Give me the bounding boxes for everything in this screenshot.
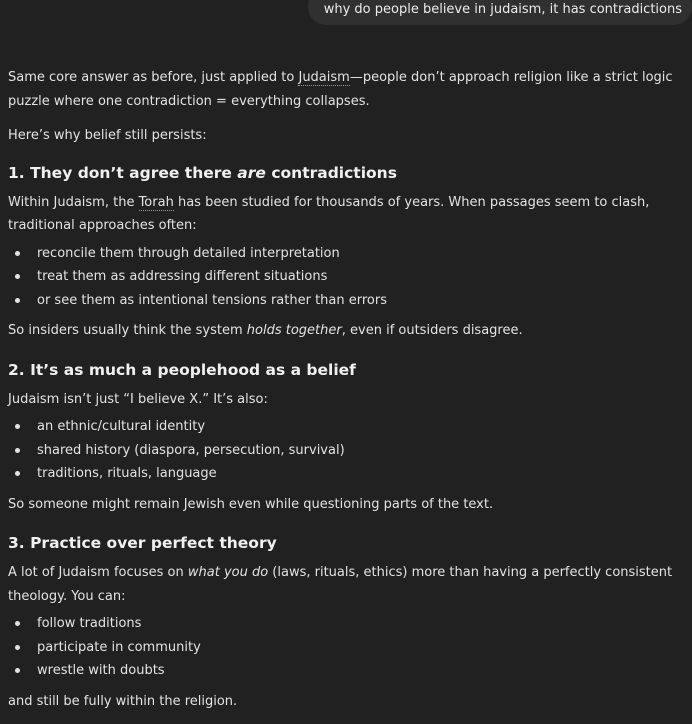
bullet-icon [15, 471, 20, 476]
list-item [8, 612, 690, 636]
list-item-text: or see them as intentional tensions rather than errors [37, 292, 387, 308]
bullet-icon [15, 668, 20, 673]
bullet-icon [15, 645, 20, 650]
section-1-para-end: has been studied for thousands of years. When passages seem to clash, traditional approaches often: [8, 194, 650, 233]
section-1-paragraph [8, 191, 690, 238]
bullet-icon [15, 274, 20, 279]
section-3-heading: 3. Practice over perfect theory [8, 534, 277, 552]
judaism-link[interactable]: Judaism [298, 70, 350, 85]
section-2-list [8, 415, 690, 486]
list-item-text: an ethnic/cultural identity [37, 419, 206, 434]
list-item [8, 242, 690, 266]
list-item [8, 659, 690, 683]
torah-link[interactable]: Torah [138, 194, 174, 210]
list-item-text: follow traditions [37, 616, 142, 631]
section-1-heading-end: contradictions [265, 163, 397, 182]
section-1-conclusion-emphasis: holds together [246, 323, 342, 338]
section-2-conclusion: So someone might remain Jewish even while questioning parts of the text. [8, 496, 494, 512]
section-1-para-start: Within Judaism, the [8, 194, 139, 210]
list-item-text: traditions, rituals, language [37, 466, 217, 481]
section-2-paragraph: Judaism isn’t just “I believe X.” It’s also: [8, 391, 268, 407]
list-item-text: reconcile them through detailed interpretation [37, 245, 340, 261]
section-1-heading [8, 162, 690, 184]
bullet-icon [15, 251, 20, 256]
list-item-text: treat them as addressing different situations [37, 269, 328, 284]
list-item [8, 289, 690, 313]
bullet-icon [15, 621, 20, 626]
section-1-heading-emphasis: are [237, 163, 266, 182]
assistant-reply [8, 66, 690, 713]
bullet-icon [15, 448, 20, 453]
user-message-text: why do people believe in judaism, it has contradictions [323, 2, 682, 17]
section-3-para-start: A lot of Judaism focuses on [8, 565, 188, 580]
section-1-conclusion-end: , even if outsiders disagree. [341, 323, 523, 338]
section-1-heading-start: 1. They don’t agree there [8, 163, 238, 182]
intro-text-end: —people don’t approach religion like a strict logic puzzle where one contradiction = everything collapses. [8, 70, 673, 109]
section-1-list [8, 242, 690, 313]
why-paragraph: Here’s why belief still persists: [8, 128, 207, 143]
bullet-icon [15, 298, 20, 303]
section-3-paragraph [8, 561, 690, 608]
section-1-conclusion [8, 319, 690, 343]
section-3-para-end: (laws, rituals, ethics) more than having a perfectly consistent theology. You can: [8, 565, 673, 604]
intro-text-start: Same core answer as before, just applied to [8, 70, 299, 85]
section-3-conclusion: and still be fully within the religion. [8, 693, 238, 709]
section-2-heading: 2. It’s as much a peoplehood as a belief [8, 360, 356, 379]
list-item-text: shared history (diaspora, persecution, survival) [37, 442, 345, 458]
user-message-bubble [308, 0, 692, 25]
section-1-conclusion-start: So insiders usually think the system [8, 323, 247, 338]
list-item [8, 462, 690, 486]
list-item [8, 415, 690, 439]
list-item [8, 636, 690, 660]
list-item [8, 265, 690, 289]
list-item-text: wrestle with doubts [37, 663, 165, 678]
list-item [8, 439, 690, 463]
section-3-para-emphasis: what you do [187, 565, 269, 580]
list-item-text: participate in community [37, 639, 201, 655]
section-3-list [8, 612, 690, 683]
intro-paragraph [8, 66, 690, 113]
bullet-icon [15, 424, 20, 429]
